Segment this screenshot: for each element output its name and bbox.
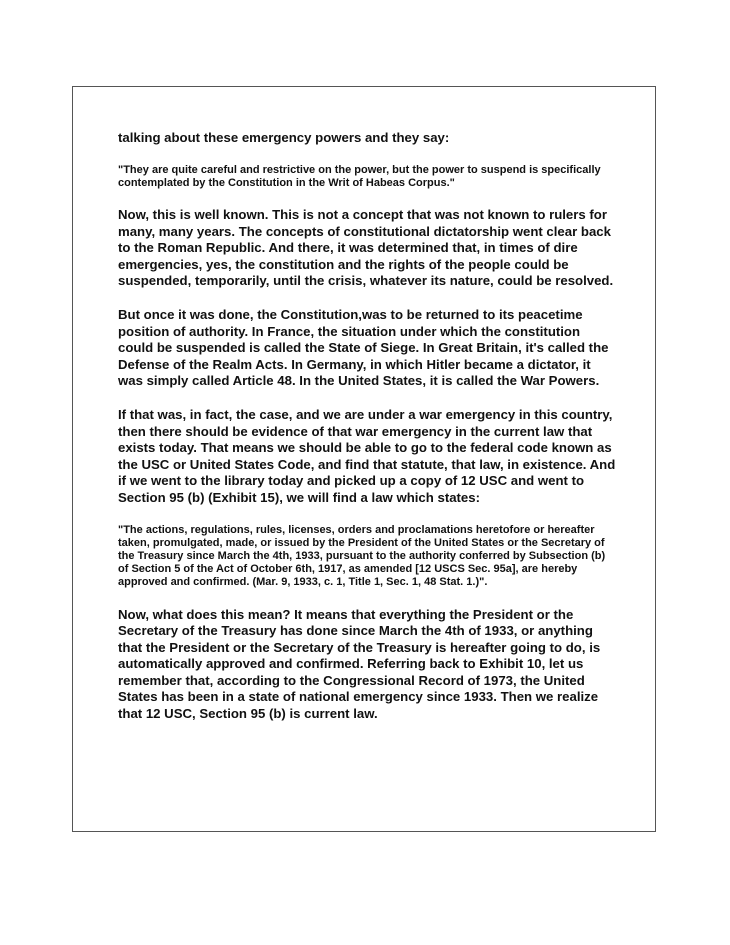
paragraph-constitutional-dictatorship: Now, this is well known. This is not a concept that was not known to rulers for many, many years. The concepts of constitutional dictatorship went clear back to the Roman Republic. And there, it was determined that, in times of dire emergencies, yes, the constitution and the rights of the people could be suspended, temporarily, until the crisis, whatever its nature, could be resolved. [118, 207, 614, 289]
paragraph-meaning: Now, what does this mean? It means that everything the President or the Secretary of the Treasury has done since March the 4th of 1933, or anything that the President or the Secretary of the Treasury is hereafter going to do, is automatically approved and confirmed. Referring back to Exhibit 10, let us remember that, according to the Congressional Record of 1973, the United States has been in a state of national emergency since 1933. Then we realize that 12 USC, Section 95 (b) is current law. [118, 606, 601, 722]
quote-block-12-usc-95b: "The actions, regulations, rules, licenses, orders and proclamations heretofore or hereafter taken, promulgated, made, or issued by the President of the United States or the Secretary of the Treasury since March the 4th, 1933, pursuant to the authority conferred by Subsection (b) of Section 5 of the Act of October 6th, 1917, as amended [12 USCS Sec. 95a], are hereby approved and confirmed. (Mar. 9, 1933, c. 1, Title 1, Sec. 1, 48 Stat. 1.)". [118, 523, 606, 589]
quote-block-habeas-corpus: "They are quite careful and restrictive on the power, but the power to suspend is specifically contemplated by the Constitution in the Writ of Habeas Corpus." [118, 163, 601, 189]
document-body [118, 130, 618, 723]
paragraph-emergency-regimes: But once it was done, the Constitution,was to be returned to its peacetime position of authority. In France, the situation under which the constitution could be suspended is called the State of Siege. In Great Britain, it's called the Defense of the Realm Acts. In Germany, in which Hitler became a dictator, it was simply called Article 48. In the United States, it is called the War Powers. [118, 306, 609, 389]
lead-line: talking about these emergency powers and they say: [118, 130, 450, 145]
paragraph-war-emergency-law: If that was, in fact, the case, and we are under a war emergency in this country, then there should be evidence of that war emergency in the current law that exists today. That means we should be able to go to the federal code known as the USC or United States Code, and find that statute, that law, in existence. And if we went to the library today and picked up a copy of 12 USC and went to Section 95 (b) (Exhibit 15), we will find a law which states: [118, 406, 616, 505]
